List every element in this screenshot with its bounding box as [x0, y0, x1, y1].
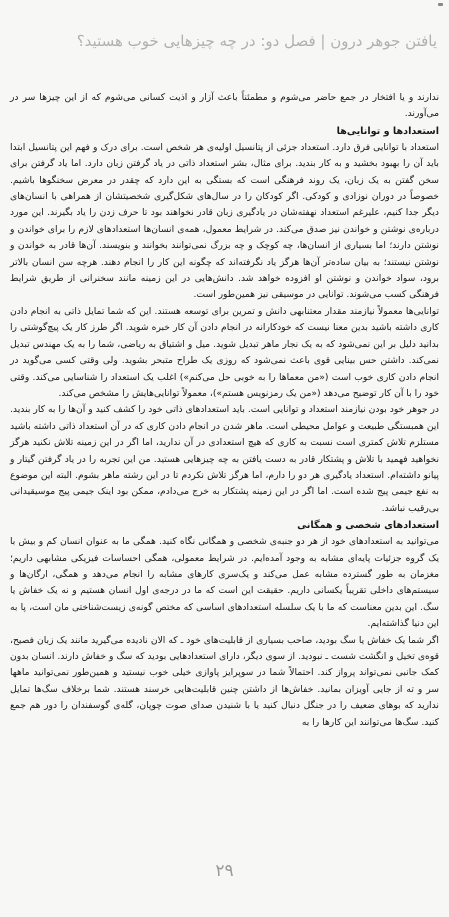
page-number: ۲۹ — [215, 861, 234, 881]
battery-icon — [438, 3, 443, 6]
section-heading-talents: استعدادها و توانایی‌ها — [336, 125, 439, 137]
paragraph-3: در جوهر خود بودن نیازمند استعداد و توانایی است. باید استعدادهای ذاتی خود را کشف کنید و آن‌ها را به کار بندید. این همبستگی طبیعت و عوامل محیطی است. ماهر شدن در انجام دادن کاری که در آن استعداد ذاتی داشته باشید مستلزم تلاش کمتری است نسبت به کاری که هیچ استعدادی در آن ندارید، اما اگر در این زمینه تلاش نکنید هرگز نخواهید فهمید با تلاش و پشتکار قادر به دست یافتن به چه چیزهایی هستید. من این تجربه را در یاد گرفتن گیتار و پیانو داشته‌ام. استعداد یادگیری هر دو را دارم، اما هرگز تلاش نکردم تا در این رشته ماهر بشوم. البته این موضوع به نفع جیمی پیج شده است. اما اگر در این زمینه پشتکار به خرج می‌دادم، ممکن بود اینک جیمی پیج موسیقیدانی بی‌رقیب نباشد. — [10, 404, 439, 514]
paragraph-2: توانایی‌ها معمولاً نیازمند مقدار معتنابهی دانش و تمرین برای توسعه هستند. این که شما تمایل ذاتی به انجام دادن کاری داشته باشید بدین معنا نیست که خودکارانه در انجام دادن آن کار خبره شوید. اگر طرز کار یک پیچ‌گوشتی را بدانید دلیل بر این نمی‌شود که به یک نجار ماهر تبدیل شوید. میل و اشتیاق به ریاضی، شما را به یک مهندس تبدیل نمی‌کند. داشتن حس بینایی قوی باعث نمی‌شود که روزی یک طراح متبحر بشوید. ولی وقتی کسی می‌گوید در انجام دادن کاری خوب است («من معماها را به خوبی حل می‌کنم») اغلب یک استعداد را شناسایی می‌کند. وقتی خود را با آن کار توضیح می‌دهد («من یک رمزنویس هستم»)، معمولاً توانایی‌هایش را مشخص می‌کند. — [10, 305, 439, 399]
paragraph-1: استعداد با توانایی فرق دارد. استعداد جزئی از پتانسیل اولیه‌ی هر شخص است. برای درک و فهم این پتانسیل ابتدا باید آن را بهبود بخشید و به کار بندید. برای مثال، بشر استعداد ذاتی در یاد گرفتن زبان دارد. اما یاد گرفتن برای سخن گفتن به یک زبان، یک روند فرهنگی است که بستگی به این دارد که چقدر در معرض سخنگوها باشیم. خصوصاً در دوران نوزادی و کودکی. اگر کودکان را در سال‌های شکل‌گیری شخصیتشان از همراهی با انسان‌های دیگر جدا کنیم، علیرغم استعداد نهفته‌شان در یادگیری زبان قادر نخواهند بود تا حرف زدن را یاد بگیرند. این مورد درباره‌ی نوشتن و خواندن نیز صدق می‌کند. در شرایط معمول، همه‌ی انسان‌ها استعدادهای لازم را برای خواندن و نوشتن دارند؛ اما بسیاری از انسان‌ها، چه کوچک و چه بزرگ نمی‌توانند بخوانند و بنویسند. آن‌ها قادر به خواندن و نوشتن نیستند؛ به بیان ساده‌تر آن‌ها هرگز یاد نگرفته‌اند که چگونه این کار را انجام دهند. هرچه سن انسان بالاتر برود، سواد خواندن و نوشتن او افزوده خواهد شد. دانش‌هایی در این زمینه مانند سخنرانی از طریق شرایط فرهنگی کسب می‌شوند. توانایی در موسیقی نیز همین‌طور است. — [10, 141, 439, 301]
chapter-header: یافتن جوهر درون | فصل دو: در چه چیزهایی خوب هستید؟ — [76, 32, 437, 50]
page-body — [0, 50, 449, 731]
intro-paragraph: ندارند و یا افتخار در جمع حاضر می‌شوم و مطمئناً باعث آزار و اذیت کسانی می‌شوم که از این چیزها سر در می‌آورند. — [10, 92, 439, 120]
section-heading-personal: استعدادهای شخصی و همگانی — [297, 520, 439, 532]
paragraph-5: اگر شما یک خفاش یا سگ بودید، صاحب بسیاری از قابلیت‌های خود ـ که الان نادیده می‌گیرید مانند یک زبان فصیح، قوه‌ی تخیل و انگشت شست ـ نبودید. از سوی دیگر، دارای استعدادهایی بودید که سگ و خفاش دارند. انسان بدون کمک جانبی نمی‌تواند پرواز کند. احتمالاً شما در سوپرایز پاوازی خیلی خوب نیستید و همین‌طور نمی‌توانید ماهها سر و ته از جایی آویزان بمانید. خفاش‌ها از داشتن چنین قابلیت‌هایی خرسند هستند. شما برخلاف سگ‌ها تمایل ندارید که بوهای ضعیف را در جنگل دنبال کنید یا با شنیدن صدای صوت چوپان، گله‌ی گوسفندان را دور هم جمع کنید. سگ‌ها می‌توانند این کارها را به — [10, 634, 439, 728]
status-bar — [0, 0, 449, 8]
paragraph-4: می‌توانید به استعدادهای خود از هر دو جنبه‌ی شخصی و همگانی نگاه کنید. همگی ما به عنوان انسان کم و بیش با یک گروه جزئیات پایه‌ای مشابه به وجود آمده‌ایم. در شرایط معمولی، همگی احساسات فیزیکی مشابهی داریم؛ مغزمان به طور گسترده مشابه عمل می‌کند و یک‌سری کارهای مشابه را انجام می‌دهد و همگی، ارگان‌ها و سیستم‌های داخلی تقریباً یکسانی داریم. حقیقت این است که ما در درجه‌ی اول انسان هستیم و نه یک خفاش یا سگ. این بدین معناست که ما با یک سلسله استعدادهای اساسی که مختص گونه‌ی زیست‌شناختی مان است، پا به این دنیا گذاشته‌ایم. — [10, 536, 439, 630]
